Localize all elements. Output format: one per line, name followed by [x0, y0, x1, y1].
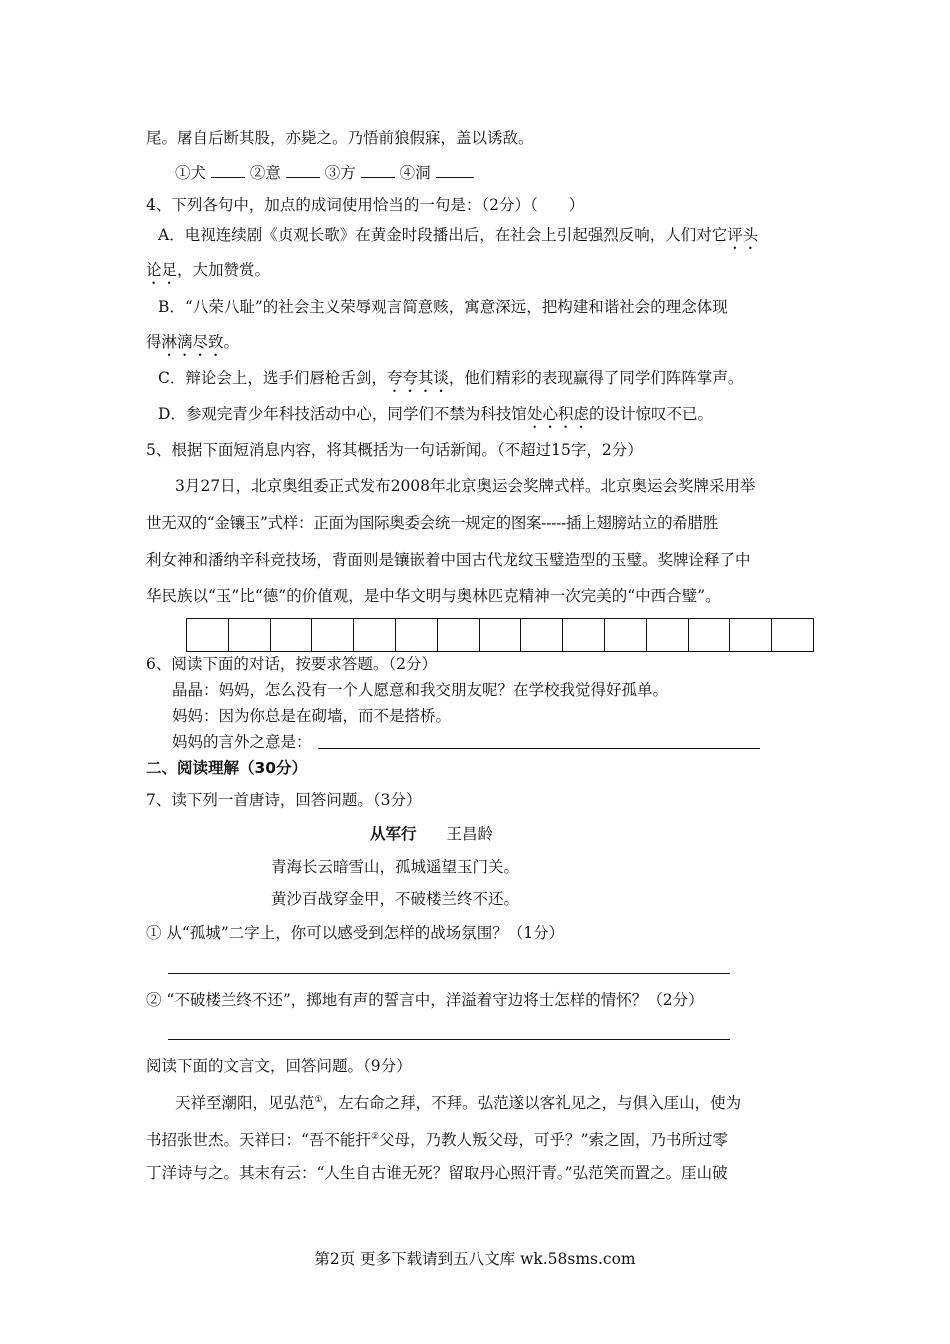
- grid-cell[interactable]: [647, 619, 689, 651]
- text-segment: 天祥至潮阳，见弘范: [175, 1094, 315, 1113]
- poem-author: 王昌龄: [446, 825, 494, 843]
- option-a: [158, 225, 758, 253]
- answer-line[interactable]: [168, 973, 730, 974]
- dotted-word: 论足: [146, 261, 178, 279]
- grid-cell[interactable]: [229, 619, 271, 651]
- answer-prompt: 妈妈的言外之意是：: [172, 733, 312, 751]
- question-7-stem: 7、读下列一首唐诗，回答问题。（3分）: [146, 791, 422, 809]
- grid-cell[interactable]: [187, 619, 229, 651]
- option-a-cont: [146, 260, 270, 288]
- sub-question-2: ② “不破楼兰终不还”，掷地有声的誓言中，洋溢着守边将士怎样的情怀？（2分）: [146, 991, 704, 1009]
- grid-cell[interactable]: [563, 619, 605, 651]
- dialogue-line: 妈妈：因为你总是在砌墙，而不是搭桥。: [172, 707, 452, 725]
- answer-line[interactable]: [168, 1039, 730, 1040]
- blank-label: ③方: [324, 164, 356, 182]
- text-segment: 书招张世杰。天祥曰：“吾不能扞: [146, 1131, 371, 1150]
- grid-cell[interactable]: [772, 619, 813, 651]
- dialogue-line: 晶晶：妈妈，怎么没有一个人愿意和我交朋友呢？在学校我觉得好孤单。: [172, 681, 669, 699]
- grid-cell[interactable]: [605, 619, 647, 651]
- poem-title: 从军行: [370, 825, 417, 843]
- news-line: 利女神和潘纳辛科竞技场，背面则是镶嵌着中国古代龙纹玉璧造型的玉璧。奖牌诠释了中: [146, 551, 751, 569]
- grid-cell[interactable]: [480, 619, 522, 651]
- classical-text-line: [175, 1090, 741, 1113]
- question-8-stem: 阅读下面的文言文，回答问题。（9分）: [146, 1057, 412, 1075]
- grid-cell[interactable]: [271, 619, 313, 651]
- option-a-text: A．电视连续剧《贞观长歌》在黄金时段播出后，在社会上引起强烈反响，人们对它: [158, 226, 728, 244]
- poem-line: 青海长云暗雪山，孤城遥望玉门关。: [271, 858, 520, 876]
- blank-line[interactable]: [361, 162, 395, 178]
- news-line: 世无双的“金镶玉”式样：正面为国际奥委会统一规定的图案-----插上翅膀站立的希腊胜: [146, 514, 718, 532]
- blank-label: ④洞: [399, 164, 431, 182]
- section-heading: 二、阅读理解（30分）: [146, 759, 308, 777]
- blank-line[interactable]: [211, 162, 245, 178]
- grid-cell[interactable]: [730, 619, 772, 651]
- dotted-word: 评头: [727, 226, 759, 244]
- option-c: [158, 368, 743, 396]
- page-footer: 第2页 更多下载请到五八文库 wk.58sms.com: [314, 1250, 636, 1268]
- question-6-stem: 6、阅读下面的对话，按要求答题。（2分）: [146, 655, 437, 673]
- option-b-text: 得: [146, 333, 162, 351]
- dotted-word: 处心积虑: [526, 405, 589, 423]
- option-b-cont: [146, 332, 239, 360]
- dotted-word: 淋漓尽致: [161, 333, 224, 351]
- text-line: 尾。屠自后断其股，亦毙之。乃悟前狼假寐，盖以诱敌。: [146, 129, 534, 147]
- answer-grid[interactable]: [186, 618, 814, 652]
- footnote-marker: ②: [370, 1132, 380, 1142]
- poem-heading: [370, 824, 493, 844]
- blank-line[interactable]: [286, 162, 320, 178]
- news-line: 3月27日，北京奥组委正式发布2008年北京奥运会奖牌式样。北京奥运会奖牌采用举: [175, 477, 756, 495]
- option-c-text: C．辩论会上，选手们唇枪舌剑，: [158, 369, 387, 387]
- text-segment: ，左右命之拜，不拜。弘范遂以客礼见之，与俱入厓山，使为: [322, 1094, 742, 1113]
- question-4-stem: 4、下列各句中，加点的成词使用恰当的一句是：（2分）（ ）: [146, 196, 585, 214]
- classical-text-line: [146, 1127, 728, 1150]
- poem-line: 黄沙百战穿金甲，不破楼兰终不还。: [271, 890, 520, 908]
- news-line: 华民族以“玉”比“德”的价值观，是中华文明与奥林匹克精神一次完美的“中西合璧”。: [146, 587, 721, 605]
- answer-line[interactable]: [318, 748, 760, 749]
- option-d-text: 的设计惊叹不已。: [588, 405, 713, 423]
- grid-cell[interactable]: [354, 619, 396, 651]
- grid-cell[interactable]: [312, 619, 354, 651]
- option-b: B．“八荣八耻”的社会主义荣辱观言简意赅，寓意深远，把构建和谐社会的理念体现: [158, 298, 728, 316]
- question-5-stem: 5、根据下面短消息内容，将其概括为一句话新闻。（不超过15字，2分）: [146, 441, 643, 459]
- footnote-marker: ①: [314, 1095, 323, 1105]
- option-c-text: ，他们精彩的表现赢得了同学们阵阵掌声。: [448, 369, 744, 387]
- option-b-text: 。: [223, 333, 240, 351]
- grid-cell[interactable]: [438, 619, 480, 651]
- blank-label: ②意: [249, 164, 281, 182]
- grid-cell[interactable]: [396, 619, 438, 651]
- blank-line[interactable]: [436, 162, 474, 178]
- classical-text-line: 丁洋诗与之。其末有云：“人生自古谁无死？留取丹心照汗青。”弘范笑而置之。厓山破: [146, 1164, 728, 1182]
- dotted-word: 夸夸其谈: [386, 369, 449, 387]
- blank-label: ①犬: [175, 164, 207, 182]
- text-segment: 父母，乃教人叛父母，可乎？”索之固，乃书所过零: [379, 1131, 728, 1150]
- option-d-text: D．参观完青少年科技活动中心，同学们不禁为科技馆: [158, 405, 527, 423]
- grid-cell[interactable]: [689, 619, 731, 651]
- grid-cell[interactable]: [521, 619, 563, 651]
- fill-blanks-row: [175, 162, 474, 183]
- sub-question-1: ① 从“孤城”二字上，你可以感受到怎样的战场氛围？（1分）: [146, 924, 565, 942]
- option-a-text: ，大加赞赏。: [177, 261, 271, 279]
- option-d: [158, 404, 713, 432]
